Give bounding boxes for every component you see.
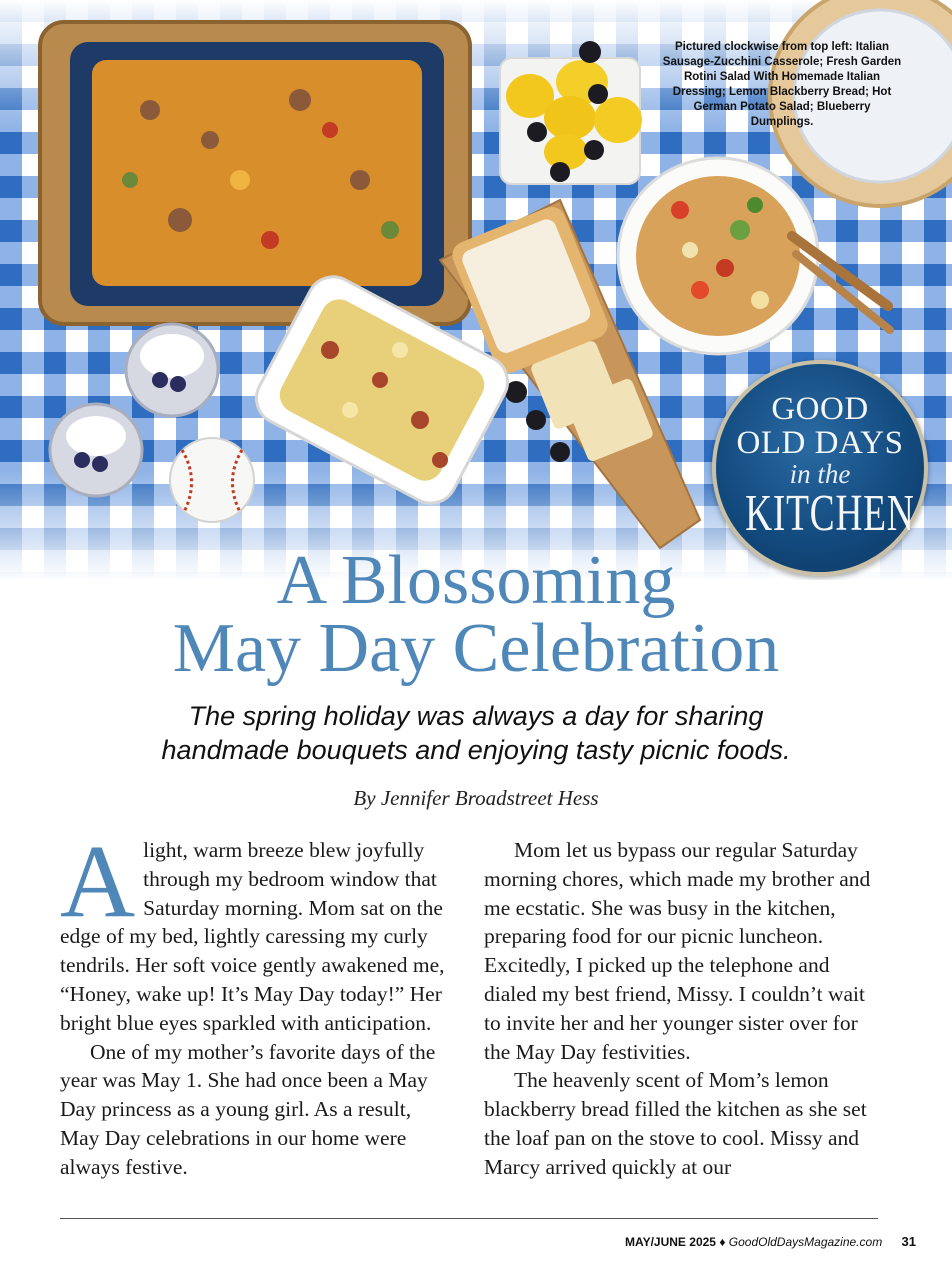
badge-line4: KITCHEN <box>745 485 915 542</box>
byline: By Jennifer Broadstreet Hess <box>353 786 599 810</box>
drop-cap: A <box>60 824 136 939</box>
photo-caption: Pictured clockwise from top left: Italian Sausage-Zucchini Casserole; Fresh Garden Rotini Salad With Homemade Italian Dressing; Lemon Blackberry Bread; Hot German Potato Salad; Blueberry Dumplings. <box>662 41 902 128</box>
diamond-separator: ♦ <box>719 1235 726 1249</box>
page-number: 31 <box>901 1234 916 1249</box>
paragraph <box>60 824 455 1038</box>
paragraph-text: light, warm breeze blew joyfully through my bedroom window that Saturday morning. Mom sat on the edge of my bed, lightly caressing my curly tendrils. Her soft voice gently awakened me, “Honey, wake up! It’s May Day today!” Her bright blue eyes sparkled with anticipation. <box>60 838 445 1035</box>
kitchen-badge <box>712 360 928 576</box>
footer-rule <box>60 1218 878 1219</box>
badge-line1: GOOD <box>771 391 869 427</box>
deck-line2: handmade bouquets and enjoying tasty picnic foods. <box>161 735 791 765</box>
website-link[interactable]: GoodOldDaysMagazine.com <box>728 1235 883 1249</box>
deck-line1: The spring holiday was always a day for sharing <box>188 701 764 731</box>
badge-line2: OLD DAYS <box>736 425 904 461</box>
casserole-dish <box>40 22 470 324</box>
badge-line3: in the <box>789 459 851 489</box>
lemon-bowl <box>500 41 642 184</box>
baseball <box>170 438 254 522</box>
body-column-left <box>60 824 455 1182</box>
paragraph: One of my mother’s favorite days of the year was May 1. She had once been a May Day princess as a young girl. As a result, May Day celebrations in our home were always festive. <box>60 1039 436 1179</box>
article-title-line1: A Blossoming <box>276 542 676 619</box>
body-column-right <box>484 836 878 1182</box>
article-title-line2: May Day Celebration <box>172 610 780 687</box>
issue-date: MAY/JUNE 2025 <box>625 1235 716 1249</box>
page-footer <box>625 1234 916 1249</box>
paragraph: The heavenly scent of Mom’s lemon blackberry bread filled the kitchen as she set the loaf pan on the stove to cool. Missy and Marcy arrived quickly at our <box>484 1068 867 1179</box>
hero-photo <box>0 0 952 580</box>
paragraph: Mom let us bypass our regular Saturday morning chores, which made my brother and me ecstatic. She was busy in the kitchen, preparing food for our picnic luncheon. Excitedly, I picked up the telephone and dialed my best friend, Missy. I couldn’t wait to invite her and her younger sister over for the May Day festivities. <box>484 838 871 1064</box>
